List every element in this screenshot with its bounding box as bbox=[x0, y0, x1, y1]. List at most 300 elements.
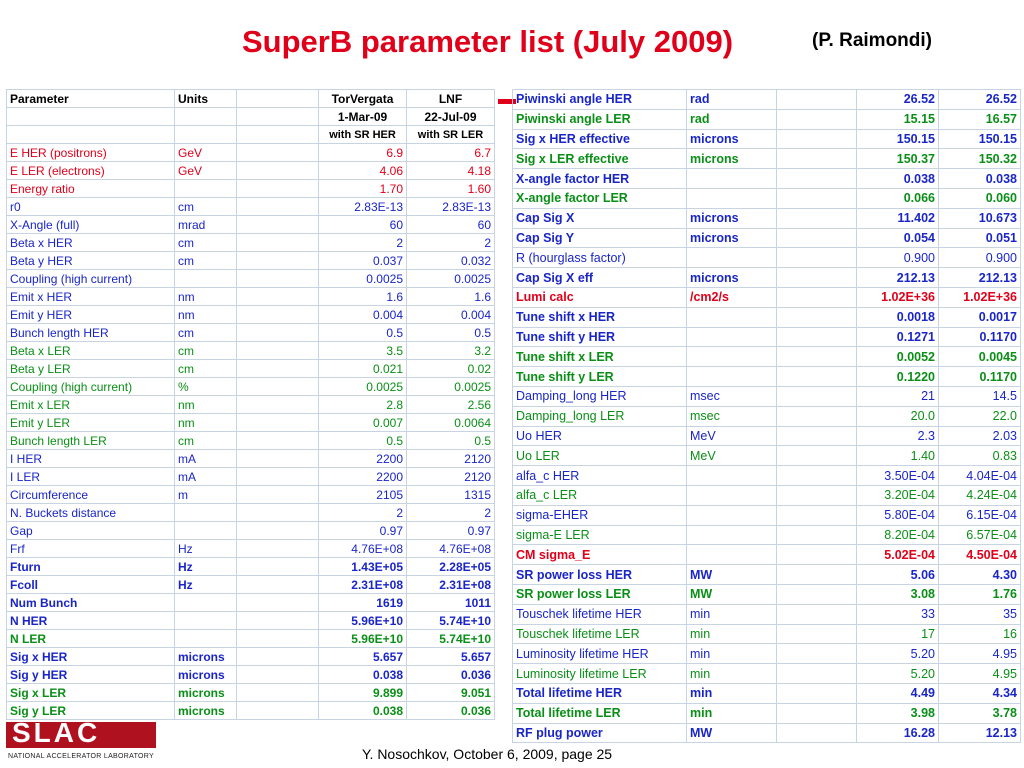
value-cell: 1.40 bbox=[857, 446, 939, 466]
table-row bbox=[7, 360, 495, 378]
table-row bbox=[7, 378, 495, 396]
value-cell bbox=[237, 594, 319, 612]
value-cell: 9.051 bbox=[407, 684, 495, 702]
value-cell: 0.1170 bbox=[939, 327, 1021, 347]
table-row bbox=[7, 522, 495, 540]
value-cell: 2.03 bbox=[939, 426, 1021, 446]
table-row bbox=[7, 270, 495, 288]
value-cell bbox=[237, 702, 319, 720]
value-cell bbox=[237, 360, 319, 378]
param-name-cell: Tune shift x LER bbox=[513, 347, 687, 367]
unit-cell: MW bbox=[687, 723, 777, 743]
value-cell: 0.900 bbox=[857, 248, 939, 268]
value-cell bbox=[237, 558, 319, 576]
unit-cell: nm bbox=[175, 396, 237, 414]
value-cell: 2.83E-13 bbox=[407, 198, 495, 216]
unit-cell bbox=[687, 485, 777, 505]
value-cell: 4.04E-04 bbox=[939, 466, 1021, 486]
param-name-cell: SR power loss LER bbox=[513, 584, 687, 604]
unit-cell: GeV bbox=[175, 162, 237, 180]
value-cell bbox=[777, 683, 857, 703]
value-cell: 3.2 bbox=[407, 342, 495, 360]
value-cell: 0.0064 bbox=[407, 414, 495, 432]
value-cell bbox=[777, 90, 857, 110]
value-cell: 4.50E-04 bbox=[939, 545, 1021, 565]
unit-cell: microns bbox=[687, 228, 777, 248]
value-cell: 0.0025 bbox=[407, 378, 495, 396]
value-cell bbox=[777, 347, 857, 367]
value-cell: 26.52 bbox=[939, 90, 1021, 110]
unit-cell: /cm2/s bbox=[687, 287, 777, 307]
value-cell: 2 bbox=[407, 234, 495, 252]
value-cell: 5.96E+10 bbox=[319, 630, 407, 648]
param-name-cell: E LER (electrons) bbox=[7, 162, 175, 180]
value-cell: 4.06 bbox=[319, 162, 407, 180]
header-row bbox=[7, 108, 495, 126]
value-cell bbox=[777, 129, 857, 149]
value-cell: 3.78 bbox=[939, 703, 1021, 723]
param-name-cell: N LER bbox=[7, 630, 175, 648]
value-cell: 0.0025 bbox=[319, 270, 407, 288]
value-cell: 12.13 bbox=[939, 723, 1021, 743]
value-cell: 4.76E+08 bbox=[407, 540, 495, 558]
param-name-cell: Total lifetime HER bbox=[513, 683, 687, 703]
value-cell: 0.900 bbox=[939, 248, 1021, 268]
unit-cell: msec bbox=[687, 406, 777, 426]
value-cell: 1.76 bbox=[939, 584, 1021, 604]
value-cell: 0.83 bbox=[939, 446, 1021, 466]
value-cell bbox=[237, 648, 319, 666]
param-name-cell: Emit x HER bbox=[7, 288, 175, 306]
right-parameter-table bbox=[512, 89, 1021, 743]
table-row bbox=[513, 604, 1021, 624]
unit-cell: microns bbox=[687, 268, 777, 288]
table-row bbox=[7, 504, 495, 522]
value-cell bbox=[237, 432, 319, 450]
value-cell: 3.08 bbox=[857, 584, 939, 604]
value-cell bbox=[777, 268, 857, 288]
value-cell: 2.28E+05 bbox=[407, 558, 495, 576]
value-cell bbox=[777, 664, 857, 684]
value-cell: 3.5 bbox=[319, 342, 407, 360]
value-cell: 4.24E-04 bbox=[939, 485, 1021, 505]
value-cell bbox=[237, 522, 319, 540]
param-name-cell: Total lifetime LER bbox=[513, 703, 687, 723]
unit-cell: cm bbox=[175, 360, 237, 378]
param-name-cell: R (hourglass factor) bbox=[513, 248, 687, 268]
value-cell bbox=[237, 216, 319, 234]
value-cell: 9.899 bbox=[319, 684, 407, 702]
unit-cell bbox=[175, 522, 237, 540]
value-cell bbox=[777, 485, 857, 505]
value-cell: 1.02E+36 bbox=[939, 287, 1021, 307]
table-row bbox=[7, 486, 495, 504]
table-row bbox=[7, 684, 495, 702]
unit-cell bbox=[687, 169, 777, 189]
table-row bbox=[513, 565, 1021, 585]
value-cell: 16 bbox=[939, 624, 1021, 644]
param-name-cell: Emit y HER bbox=[7, 306, 175, 324]
unit-cell: cm bbox=[175, 342, 237, 360]
value-cell bbox=[237, 288, 319, 306]
param-name-cell: I LER bbox=[7, 468, 175, 486]
value-cell: 150.37 bbox=[857, 149, 939, 169]
table-row bbox=[7, 666, 495, 684]
value-cell: 0.054 bbox=[857, 228, 939, 248]
table-row bbox=[7, 612, 495, 630]
unit-cell bbox=[687, 525, 777, 545]
value-cell: 2200 bbox=[319, 450, 407, 468]
unit-cell: GeV bbox=[175, 144, 237, 162]
param-name-cell: Beta y HER bbox=[7, 252, 175, 270]
param-name-cell: Uo HER bbox=[513, 426, 687, 446]
unit-cell bbox=[175, 270, 237, 288]
value-cell: 212.13 bbox=[857, 268, 939, 288]
value-cell: 16.28 bbox=[857, 723, 939, 743]
value-cell bbox=[237, 306, 319, 324]
table-row bbox=[7, 558, 495, 576]
unit-cell: MW bbox=[687, 584, 777, 604]
table-row bbox=[513, 723, 1021, 743]
param-name-cell: Sig x LER bbox=[7, 684, 175, 702]
param-name-cell: Luminosity lifetime HER bbox=[513, 644, 687, 664]
param-name-cell: r0 bbox=[7, 198, 175, 216]
value-cell: 0.060 bbox=[939, 188, 1021, 208]
value-cell bbox=[237, 630, 319, 648]
table-row bbox=[7, 144, 495, 162]
table-row bbox=[513, 624, 1021, 644]
value-cell bbox=[237, 180, 319, 198]
param-name-cell: Tune shift y HER bbox=[513, 327, 687, 347]
param-name-cell: Damping_long HER bbox=[513, 386, 687, 406]
value-cell bbox=[777, 169, 857, 189]
unit-cell: mrad bbox=[175, 216, 237, 234]
value-cell: 0.5 bbox=[407, 432, 495, 450]
unit-cell bbox=[687, 188, 777, 208]
unit-cell: cm bbox=[175, 324, 237, 342]
value-cell: 0.1271 bbox=[857, 327, 939, 347]
param-name-cell: Coupling (high current) bbox=[7, 378, 175, 396]
table-row bbox=[513, 644, 1021, 664]
unit-cell: msec bbox=[687, 386, 777, 406]
value-cell bbox=[237, 270, 319, 288]
table-row bbox=[7, 180, 495, 198]
value-cell bbox=[777, 386, 857, 406]
param-name-cell: Fcoll bbox=[7, 576, 175, 594]
unit-cell: mA bbox=[175, 450, 237, 468]
value-cell: 33 bbox=[857, 604, 939, 624]
table-row bbox=[7, 468, 495, 486]
header-cell: Parameter bbox=[7, 90, 175, 108]
unit-cell: % bbox=[175, 378, 237, 396]
table-row bbox=[7, 414, 495, 432]
value-cell bbox=[777, 287, 857, 307]
header-cell bbox=[7, 126, 175, 144]
unit-cell bbox=[687, 248, 777, 268]
value-cell: 4.18 bbox=[407, 162, 495, 180]
unit-cell: MeV bbox=[687, 426, 777, 446]
unit-cell: min bbox=[687, 683, 777, 703]
value-cell bbox=[777, 109, 857, 129]
value-cell: 0.004 bbox=[407, 306, 495, 324]
value-cell: 20.0 bbox=[857, 406, 939, 426]
unit-cell: microns bbox=[175, 702, 237, 720]
header-cell bbox=[175, 108, 237, 126]
unit-cell: rad bbox=[687, 90, 777, 110]
table-row bbox=[7, 162, 495, 180]
unit-cell bbox=[687, 466, 777, 486]
header-cell: with SR LER bbox=[407, 126, 495, 144]
value-cell: 5.96E+10 bbox=[319, 612, 407, 630]
table-row bbox=[513, 505, 1021, 525]
param-name-cell: E HER (positrons) bbox=[7, 144, 175, 162]
value-cell: 2 bbox=[319, 504, 407, 522]
param-name-cell: Gap bbox=[7, 522, 175, 540]
value-cell: 4.95 bbox=[939, 664, 1021, 684]
param-name-cell: sigma-EHER bbox=[513, 505, 687, 525]
param-name-cell: Cap Sig X bbox=[513, 208, 687, 228]
value-cell: 6.9 bbox=[319, 144, 407, 162]
param-name-cell: Coupling (high current) bbox=[7, 270, 175, 288]
value-cell: 150.32 bbox=[939, 149, 1021, 169]
table-row bbox=[513, 268, 1021, 288]
param-name-cell: Bunch length LER bbox=[7, 432, 175, 450]
table-row bbox=[7, 648, 495, 666]
value-cell bbox=[777, 466, 857, 486]
header-cell bbox=[7, 108, 175, 126]
param-name-cell: Cap Sig Y bbox=[513, 228, 687, 248]
value-cell: 2.3 bbox=[857, 426, 939, 446]
value-cell: 0.0045 bbox=[939, 347, 1021, 367]
value-cell: 1.02E+36 bbox=[857, 287, 939, 307]
value-cell: 4.49 bbox=[857, 683, 939, 703]
value-cell: 1619 bbox=[319, 594, 407, 612]
unit-cell: cm bbox=[175, 198, 237, 216]
value-cell bbox=[777, 307, 857, 327]
param-name-cell: Tune shift y LER bbox=[513, 367, 687, 387]
author-credit: (P. Raimondi) bbox=[812, 30, 932, 51]
value-cell: 21 bbox=[857, 386, 939, 406]
value-cell: 6.57E-04 bbox=[939, 525, 1021, 545]
value-cell: 0.037 bbox=[319, 252, 407, 270]
slac-logo bbox=[6, 717, 156, 766]
value-cell: 60 bbox=[319, 216, 407, 234]
value-cell: 0.038 bbox=[857, 169, 939, 189]
unit-cell bbox=[687, 307, 777, 327]
unit-cell: m bbox=[175, 486, 237, 504]
value-cell: 0.038 bbox=[939, 169, 1021, 189]
value-cell bbox=[237, 576, 319, 594]
value-cell: 1.43E+05 bbox=[319, 558, 407, 576]
value-cell: 0.038 bbox=[319, 702, 407, 720]
header-cell: 1-Mar-09 bbox=[319, 108, 407, 126]
unit-cell: min bbox=[687, 644, 777, 664]
unit-cell bbox=[175, 180, 237, 198]
param-name-cell: Sig y HER bbox=[7, 666, 175, 684]
unit-cell: min bbox=[687, 664, 777, 684]
unit-cell: microns bbox=[687, 149, 777, 169]
value-cell bbox=[777, 367, 857, 387]
table-row bbox=[513, 406, 1021, 426]
value-cell bbox=[237, 612, 319, 630]
value-cell: 5.02E-04 bbox=[857, 545, 939, 565]
value-cell: 5.74E+10 bbox=[407, 630, 495, 648]
value-cell: 4.34 bbox=[939, 683, 1021, 703]
param-name-cell: Sig x HER bbox=[7, 648, 175, 666]
value-cell: 60 bbox=[407, 216, 495, 234]
param-name-cell: Touschek lifetime LER bbox=[513, 624, 687, 644]
value-cell: 0.038 bbox=[319, 666, 407, 684]
header-cell: Units bbox=[175, 90, 237, 108]
slide-title: SuperB parameter list (July 2009) bbox=[242, 24, 734, 59]
table-row bbox=[513, 525, 1021, 545]
param-name-cell: N HER bbox=[7, 612, 175, 630]
unit-cell bbox=[687, 545, 777, 565]
value-cell bbox=[777, 505, 857, 525]
unit-cell: cm bbox=[175, 234, 237, 252]
header-row bbox=[7, 90, 495, 108]
table-row bbox=[513, 208, 1021, 228]
param-name-cell: Fturn bbox=[7, 558, 175, 576]
table-row bbox=[513, 307, 1021, 327]
table-row bbox=[7, 198, 495, 216]
value-cell bbox=[777, 188, 857, 208]
value-cell: 2.8 bbox=[319, 396, 407, 414]
table-row bbox=[513, 129, 1021, 149]
table-row bbox=[7, 576, 495, 594]
table-row bbox=[7, 396, 495, 414]
table-row bbox=[7, 216, 495, 234]
value-cell bbox=[237, 198, 319, 216]
header-cell bbox=[175, 126, 237, 144]
table-row bbox=[513, 327, 1021, 347]
table-row bbox=[7, 234, 495, 252]
param-name-cell: Lumi calc bbox=[513, 287, 687, 307]
unit-cell: min bbox=[687, 703, 777, 723]
table-row bbox=[513, 466, 1021, 486]
value-cell bbox=[777, 149, 857, 169]
unit-cell bbox=[687, 505, 777, 525]
param-name-cell: N. Buckets distance bbox=[7, 504, 175, 522]
value-cell: 1.6 bbox=[319, 288, 407, 306]
value-cell: 2105 bbox=[319, 486, 407, 504]
table-row bbox=[7, 306, 495, 324]
table-row bbox=[513, 188, 1021, 208]
value-cell: 1.70 bbox=[319, 180, 407, 198]
value-cell: 0.97 bbox=[319, 522, 407, 540]
value-cell bbox=[777, 446, 857, 466]
unit-cell bbox=[175, 630, 237, 648]
header-cell bbox=[237, 126, 319, 144]
value-cell bbox=[237, 504, 319, 522]
unit-cell: microns bbox=[687, 208, 777, 228]
table-row bbox=[7, 324, 495, 342]
value-cell bbox=[777, 624, 857, 644]
header-cell bbox=[237, 90, 319, 108]
value-cell bbox=[777, 723, 857, 743]
param-name-cell: alfa_c HER bbox=[513, 466, 687, 486]
value-cell: 3.98 bbox=[857, 703, 939, 723]
value-cell bbox=[237, 144, 319, 162]
table-row bbox=[513, 347, 1021, 367]
value-cell: 0.0025 bbox=[319, 378, 407, 396]
unit-cell: microns bbox=[175, 684, 237, 702]
unit-cell: cm bbox=[175, 252, 237, 270]
value-cell: 0.036 bbox=[407, 702, 495, 720]
unit-cell: Hz bbox=[175, 540, 237, 558]
param-name-cell: Circumference bbox=[7, 486, 175, 504]
value-cell bbox=[777, 208, 857, 228]
value-cell bbox=[237, 252, 319, 270]
value-cell: 1.6 bbox=[407, 288, 495, 306]
value-cell: 2 bbox=[407, 504, 495, 522]
table-row bbox=[7, 432, 495, 450]
table-row bbox=[7, 540, 495, 558]
value-cell bbox=[777, 703, 857, 723]
unit-cell: min bbox=[687, 624, 777, 644]
value-cell bbox=[237, 378, 319, 396]
value-cell: 0.0025 bbox=[407, 270, 495, 288]
param-name-cell: sigma-E LER bbox=[513, 525, 687, 545]
value-cell bbox=[237, 684, 319, 702]
value-cell bbox=[237, 234, 319, 252]
table-row bbox=[513, 287, 1021, 307]
value-cell: 2120 bbox=[407, 468, 495, 486]
value-cell bbox=[777, 228, 857, 248]
value-cell: 2200 bbox=[319, 468, 407, 486]
value-cell: 14.5 bbox=[939, 386, 1021, 406]
table-row bbox=[513, 386, 1021, 406]
table-row bbox=[513, 446, 1021, 466]
param-name-cell: Sig x HER effective bbox=[513, 129, 687, 149]
unit-cell: Hz bbox=[175, 576, 237, 594]
unit-cell bbox=[687, 327, 777, 347]
param-name-cell: Bunch length HER bbox=[7, 324, 175, 342]
table-row bbox=[513, 426, 1021, 446]
header-cell: with SR HER bbox=[319, 126, 407, 144]
value-cell: 3.50E-04 bbox=[857, 466, 939, 486]
param-name-cell: CM sigma_E bbox=[513, 545, 687, 565]
table-row bbox=[513, 149, 1021, 169]
value-cell bbox=[237, 414, 319, 432]
value-cell: 2.83E-13 bbox=[319, 198, 407, 216]
value-cell: 0.1220 bbox=[857, 367, 939, 387]
value-cell: 1011 bbox=[407, 594, 495, 612]
value-cell bbox=[237, 342, 319, 360]
value-cell: 8.20E-04 bbox=[857, 525, 939, 545]
value-cell: 150.15 bbox=[857, 129, 939, 149]
unit-cell: microns bbox=[687, 129, 777, 149]
param-name-cell: Sig x LER effective bbox=[513, 149, 687, 169]
value-cell: 0.5 bbox=[319, 432, 407, 450]
value-cell: 10.673 bbox=[939, 208, 1021, 228]
param-name-cell: Sig y LER bbox=[7, 702, 175, 720]
value-cell: 0.5 bbox=[319, 324, 407, 342]
value-cell: 0.5 bbox=[407, 324, 495, 342]
value-cell: 0.066 bbox=[857, 188, 939, 208]
value-cell: 15.15 bbox=[857, 109, 939, 129]
param-name-cell: Damping_long LER bbox=[513, 406, 687, 426]
unit-cell bbox=[175, 594, 237, 612]
param-name-cell: I HER bbox=[7, 450, 175, 468]
value-cell: 5.80E-04 bbox=[857, 505, 939, 525]
header-row bbox=[7, 126, 495, 144]
value-cell: 2 bbox=[319, 234, 407, 252]
value-cell: 0.007 bbox=[319, 414, 407, 432]
param-name-cell: Beta x LER bbox=[7, 342, 175, 360]
param-name-cell: Beta x HER bbox=[7, 234, 175, 252]
value-cell bbox=[237, 396, 319, 414]
